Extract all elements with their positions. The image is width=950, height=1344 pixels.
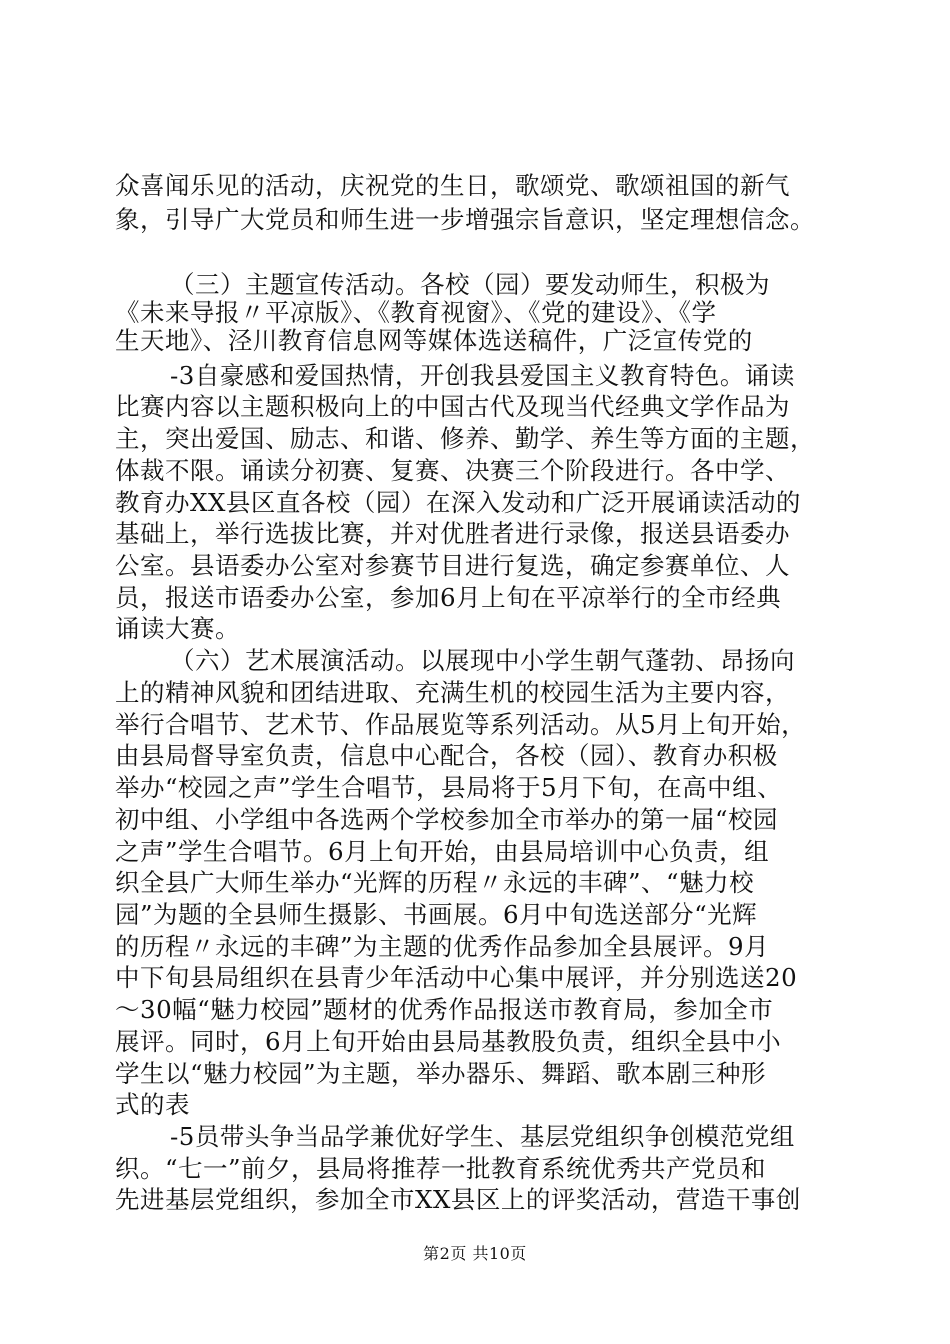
text-line: 生天地》、泾川教育信息网等媒体选送稿件，广泛宣传党的 <box>115 326 753 355</box>
text-line: 上的精神风貌和团结进取、充满生机的校园生活为主要内容， <box>115 678 790 707</box>
text-line: 比赛内容以主题积极向上的中国古代及现当代经典文学作品为 <box>115 392 790 421</box>
text-line: 展评。同时，6月上旬开始由县局基教股负责，组织全县中小 <box>115 1027 782 1056</box>
text-line: 公室。县语委办公室对参赛节目进行复选，确定参赛单位、人 <box>115 551 790 580</box>
paragraph-heading-3: （三）主题宣传活动。各校（园）要发动师生，积极为 <box>170 270 770 299</box>
paragraph-heading-6: （六）艺术展演活动。以展现中小学生朝气蓬勃、昂扬向 <box>170 646 795 675</box>
text-line: ～30幅“魅力校园”题材的优秀作品报送市教育局，参加全市 <box>115 995 774 1024</box>
text-line: 织。“七一”前夕，县局将推荐一批教育系统优秀共产党员和 <box>115 1154 767 1183</box>
text-line: 象，引导广大党员和师生进一步增强宗旨意识，坚定理想信念。 <box>115 205 815 234</box>
text-line: 员，报送市语委办公室，参加6月上旬在平凉举行的全市经典 <box>115 583 782 612</box>
text-line: 学生以“魅力校园”为主题，举办器乐、舞蹈、歌本剧三种形 <box>115 1059 767 1088</box>
text-line: 的历程〃永远的丰碑”为主题的优秀作品参加全县展评。9月 <box>115 932 770 961</box>
text-line: -3自豪感和爱国热情，开创我县爱国主义教育特色。诵读 <box>170 361 795 390</box>
text-line: 中下旬县局组织在县青少年活动中心集中展评，并分别选送20 <box>115 963 798 992</box>
text-line: 众喜闻乐见的活动，庆祝党的生日，歌颂党、歌颂祖国的新气 <box>115 171 790 200</box>
text-line: 体裁不限。诵读分初赛、复赛、决赛三个阶段进行。各中学、 <box>115 456 790 485</box>
text-line: 先进基层党组织，参加全市XX县区上的评奖活动，营造干事创 <box>115 1185 801 1214</box>
text-line: 举办“校园之声”学生合唱节，县局将于5月下旬，在高中组、 <box>115 773 783 802</box>
text-line: 初中组、小学组中各选两个学校参加全市举办的第一届“校园 <box>115 805 779 834</box>
text-line: 由县局督导室负责，信息中心配合，各校（园）、教育办积极 <box>115 741 778 770</box>
text-line: 教育办XX县区直各校（园）在深入发动和广泛开展诵读活动的 <box>115 488 801 517</box>
text-line: 主，突出爱国、励志、和谐、修养、勤学、养生等方面的主题， <box>115 424 815 453</box>
text-line: 举行合唱节、艺术节、作品展览等系列活动。从5月上旬开始， <box>115 710 807 739</box>
text-line: 之声”学生合唱节。6月上旬开始，由县局培训中心负责，组 <box>115 837 770 866</box>
text-line: 《未来导报〃平凉版》、《教育视窗》、《党的建设》、《学 <box>115 298 717 327</box>
text-line: 基础上，举行选拔比赛，并对优胜者进行录像，报送县语委办 <box>115 519 790 548</box>
text-line: 诵读大赛。 <box>115 614 240 643</box>
text-line: 织全县广大师生举办“光辉的历程〃永远的丰碑”、“魅力校 <box>115 868 755 897</box>
page-number-footer: 第2页 共10页 <box>423 1244 527 1263</box>
text-line: 式的表 <box>115 1090 190 1119</box>
text-line: -5员带头争当品学兼优好学生、基层党组织争创模范党组 <box>170 1122 795 1151</box>
text-line: 园”为题的全县师生摄影、书画展。6月中旬选送部分“光辉 <box>115 900 758 929</box>
